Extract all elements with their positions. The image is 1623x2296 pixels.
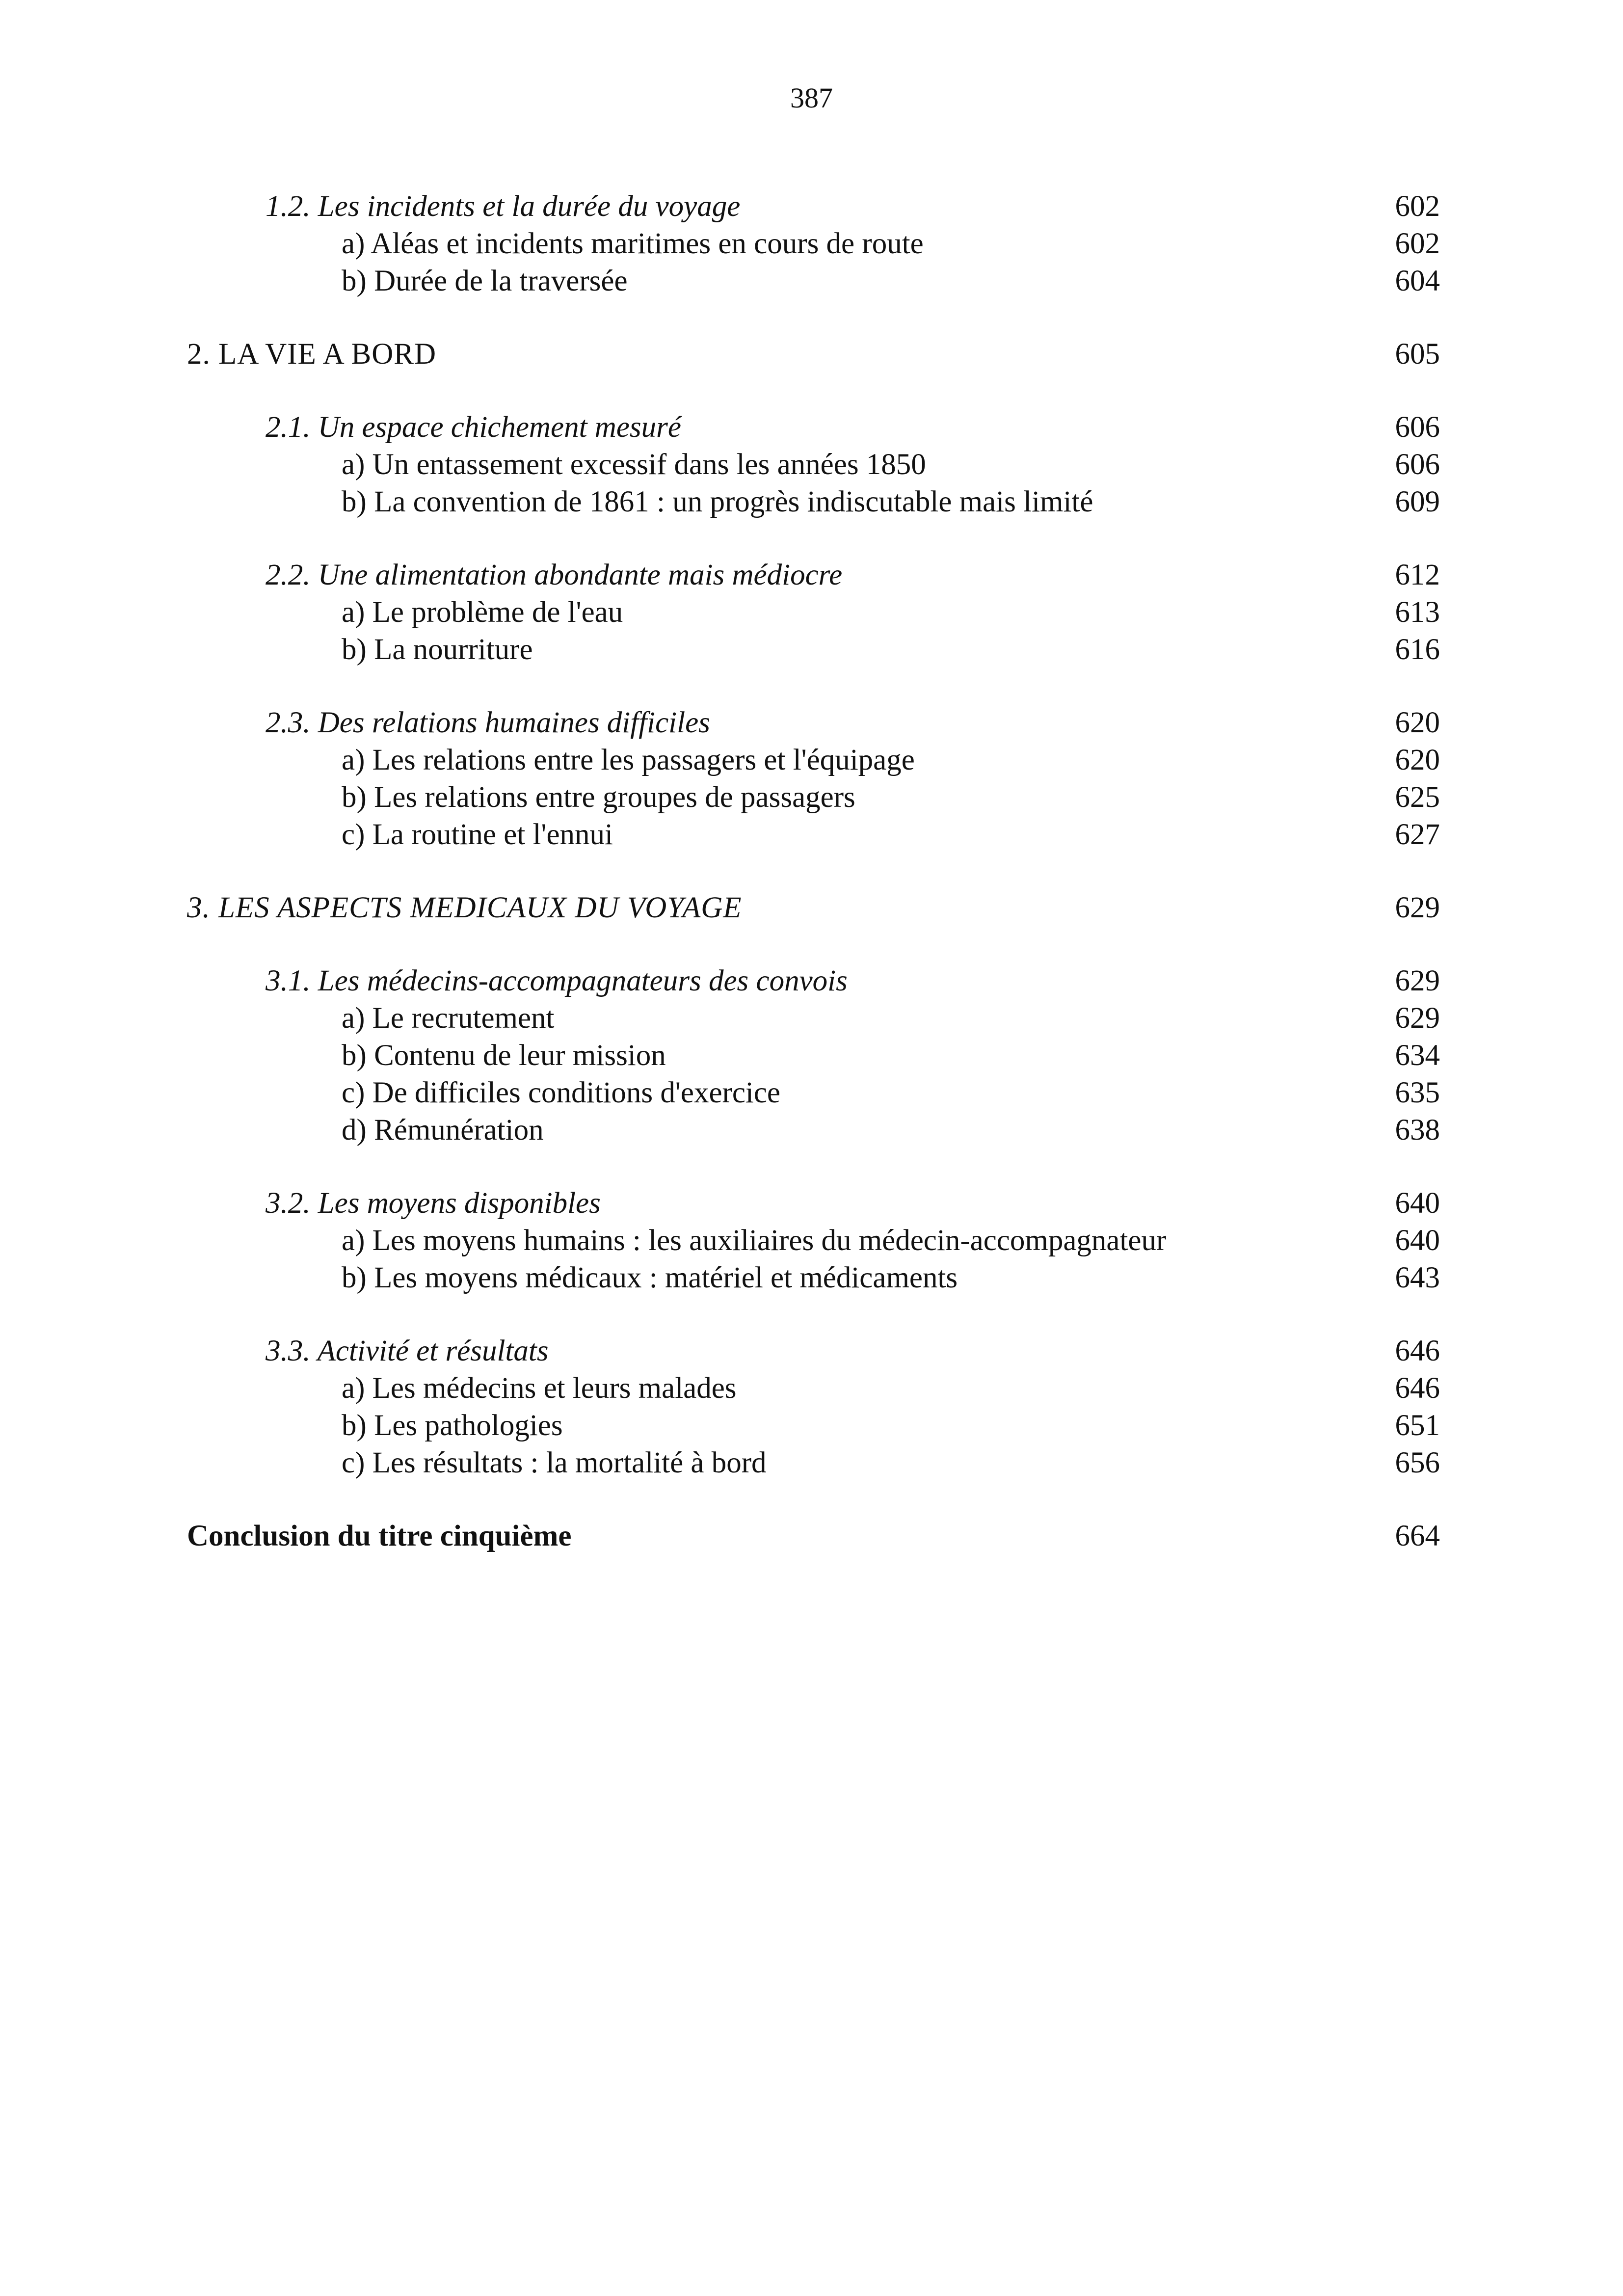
toc-entry-page: 620 [1395,706,1440,739]
toc-entry-label: 3.3. Activité et résultats [266,1335,549,1367]
toc-entry-label: d) Rémunération [342,1114,544,1147]
toc-entry-label: c) Les résultats : la mortalité à bord [342,1446,767,1479]
toc-entry-label: 3. LES ASPECTS MEDICAUX DU VOYAGE [187,891,742,924]
toc-entry [0,1000,1623,1037]
toc-entry-label: 1.2. Les incidents et la durée du voyage [266,190,741,223]
toc-entry [0,1333,1623,1370]
toc-entry [0,336,1623,373]
toc-entry-page: 629 [1395,891,1440,924]
toc-entry-label: a) Un entassement excessif dans les années 1850 [342,448,926,481]
toc-entry [0,1074,1623,1112]
toc-entry-label: 2. LA VIE A BORD [187,338,437,371]
toc-entry-page: 634 [1395,1039,1440,1072]
toc-entry-page: 604 [1395,265,1440,297]
toc-entry-page: 635 [1395,1076,1440,1109]
toc-entry-label: b) La convention de 1861 : un progrès indiscutable mais limité [342,485,1093,518]
toc-entry-page: 664 [1395,1520,1440,1552]
toc-entry-label: a) Les relations entre les passagers et l'équipage [342,744,915,776]
toc-entry [0,263,1623,300]
toc-entry [0,1518,1623,1555]
toc-entry-label: a) Le recrutement [342,1002,555,1035]
toc-entry-page: 612 [1395,559,1440,591]
toc-entry-label: 3.2. Les moyens disponibles [266,1187,601,1220]
toc-entry [0,1112,1623,1149]
toc-entry-label: b) La nourriture [342,633,533,666]
toc-entry-page: 602 [1395,227,1440,260]
toc-entry [0,704,1623,742]
toc-entry [0,225,1623,263]
toc-entry-page: 646 [1395,1335,1440,1367]
toc-entry-page: 627 [1395,818,1440,851]
toc-entry [0,188,1623,225]
toc-entry [0,1037,1623,1074]
toc-entry-label: a) Aléas et incidents maritimes en cours de route [342,227,924,260]
toc-entry [0,409,1623,446]
toc-entry-page: 613 [1395,596,1440,629]
toc-entry-page: 638 [1395,1114,1440,1147]
toc-entry-label: 2.2. Une alimentation abondante mais médiocre [266,559,843,591]
toc-entry-label: b) Les pathologies [342,1409,563,1442]
toc-entry [0,889,1623,927]
toc-entry-label: a) Les médecins et leurs malades [342,1372,737,1405]
toc-entry-label: 2.1. Un espace chichement mesuré [266,411,681,444]
toc-entry-page: 643 [1395,1261,1440,1294]
toc-entry-page: 629 [1395,964,1440,997]
toc-entry-page: 616 [1395,633,1440,666]
toc-entry [0,1259,1623,1297]
toc-entry [0,1222,1623,1259]
toc-entry-label: b) Les relations entre groupes de passagers [342,781,855,814]
toc-entry-label: Conclusion du titre cinquième [187,1520,572,1552]
toc-entry-label: a) Le problème de l'eau [342,596,623,629]
toc-entry-page: 640 [1395,1224,1440,1257]
toc-entry [0,483,1623,521]
toc-entry-label: 2.3. Des relations humaines difficiles [266,706,710,739]
toc-entry-page: 606 [1395,411,1440,444]
toc-entry [0,446,1623,483]
toc-entry-label: a) Les moyens humains : les auxiliaires du médecin-accompagnateur [342,1224,1167,1257]
toc-entry-page: 656 [1395,1446,1440,1479]
toc-entry [0,1185,1623,1222]
toc-entry-label: b) Les moyens médicaux : matériel et médicaments [342,1261,958,1294]
toc-entry-label: b) Durée de la traversée [342,265,628,297]
toc-entry-label: c) De difficiles conditions d'exercice [342,1076,781,1109]
toc-entry [0,1370,1623,1407]
toc-entry-page: 602 [1395,190,1440,223]
toc-entry [0,742,1623,779]
toc-entry [0,779,1623,816]
toc-entry-label: b) Contenu de leur mission [342,1039,666,1072]
table-of-contents [0,188,1623,1555]
toc-entry [0,557,1623,594]
page-number: 387 [790,82,833,114]
toc-entry-page: 625 [1395,781,1440,814]
toc-entry-page: 606 [1395,448,1440,481]
toc-entry-page: 629 [1395,1002,1440,1035]
toc-entry-page: 620 [1395,744,1440,776]
toc-entry-page: 609 [1395,485,1440,518]
toc-entry-page: 651 [1395,1409,1440,1442]
toc-entry [0,1407,1623,1444]
toc-entry [0,962,1623,1000]
toc-entry-page: 640 [1395,1187,1440,1220]
toc-entry-label: 3.1. Les médecins-accompagnateurs des convois [266,964,848,997]
toc-entry [0,816,1623,854]
toc-entry-page: 646 [1395,1372,1440,1405]
toc-entry [0,594,1623,631]
toc-entry [0,631,1623,668]
toc-entry-label: c) La routine et l'ennui [342,818,613,851]
toc-entry [0,1444,1623,1482]
toc-entry-page: 605 [1395,338,1440,371]
